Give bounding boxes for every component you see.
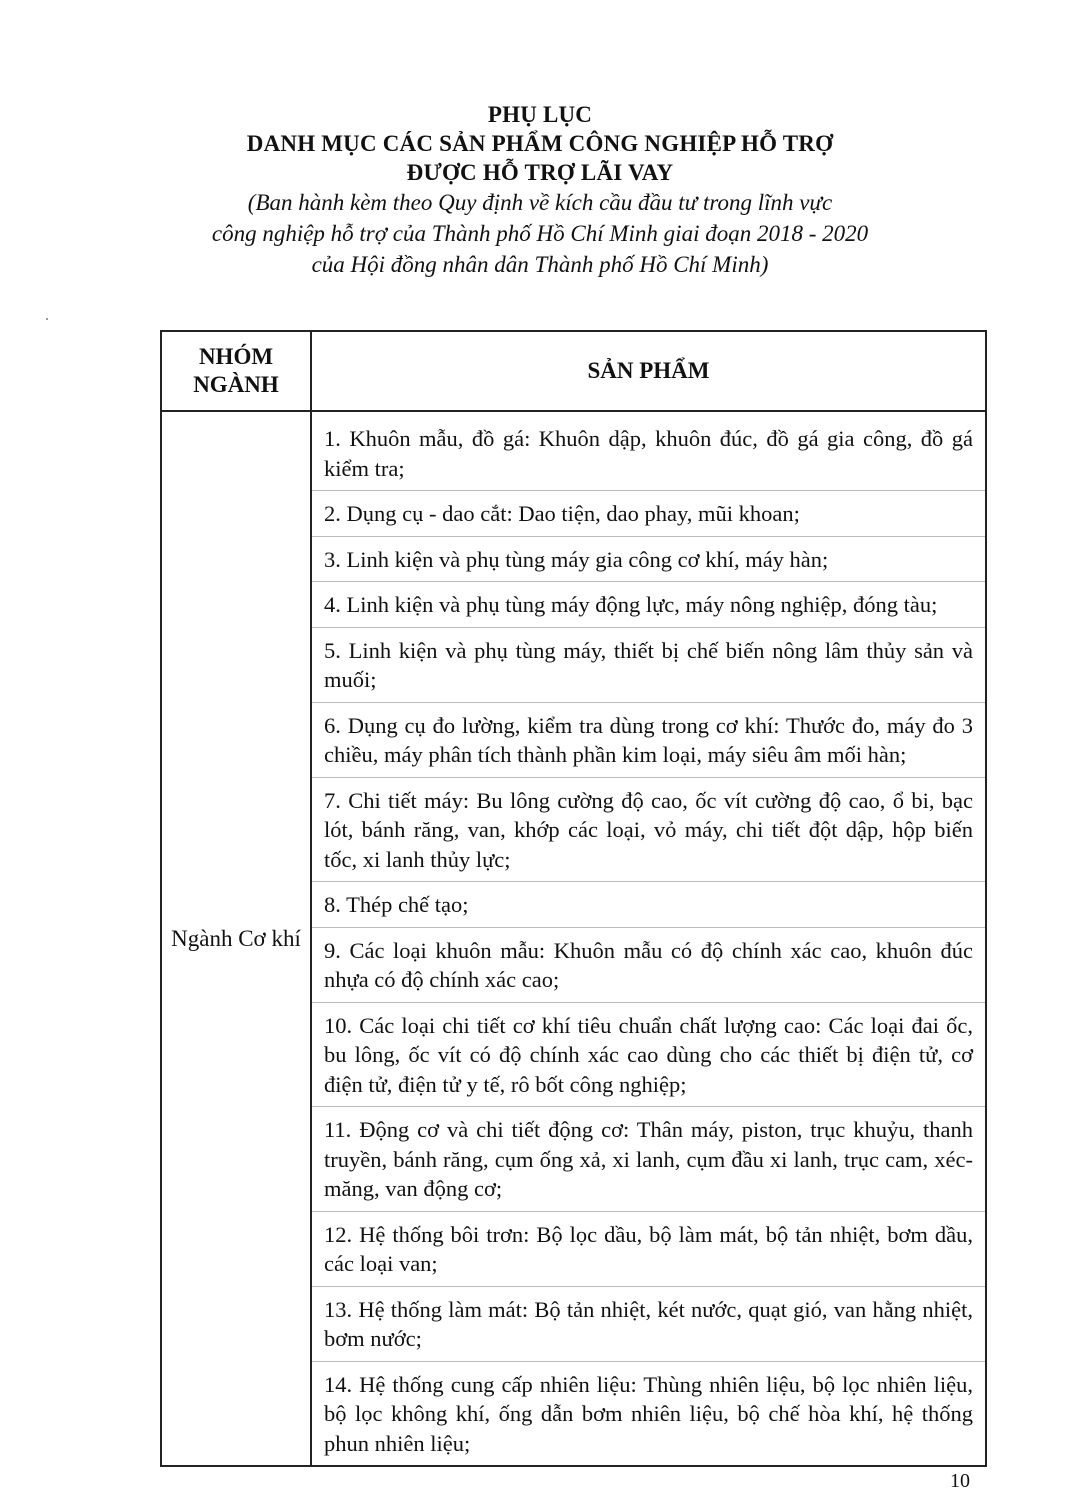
list-item: 2. Dụng cụ - dao cắt: Dao tiện, dao phay, mũi khoan;	[312, 490, 985, 536]
subtitle-line-3: của Hội đồng nhân dân Thành phố Hồ Chí Minh)	[311, 252, 769, 277]
appendix-title: PHỤ LỤC	[487, 102, 593, 127]
list-item: 4. Linh kiện và phụ tùng máy động lực, máy nông nghiệp, đóng tàu;	[312, 581, 985, 627]
list-title-line-2: ĐƯỢC HỖ TRỢ LÃI VAY	[406, 160, 674, 185]
table-header-row	[161, 331, 986, 411]
list-title: DANH MỤC CÁC SẢN PHẨM CÔNG NGHIỆP HỖ TRỢ	[246, 131, 834, 156]
list-item: 14. Hệ thống cung cấp nhiên liệu: Thùng nhiên liệu, bộ lọc nhiên liệu, bộ lọc không khí, ống dẫn bơm nhiên liệu, bộ chế hòa khí, hệ thống phun nhiên liệu;	[312, 1361, 985, 1466]
subtitle-line-2: công nghiệp hỗ trợ của Thành phố Hồ Chí Minh giai đoạn 2018 - 2020	[211, 221, 869, 246]
table-row	[161, 411, 986, 1466]
page-number: 10	[950, 1470, 970, 1492]
list-item: 10. Các loại chi tiết cơ khí tiêu chuẩn chất lượng cao: Các loại đai ốc, bu lông, ốc vít có độ chính xác cao dùng cho các thiết bị điện tử, cơ điện tử, điện tử y tế, rô bốt công nghiệp;	[312, 1002, 985, 1107]
list-item: 1. Khuôn mẫu, đồ gá: Khuôn dập, khuôn đúc, đồ gá gia công, đồ gá kiểm tra;	[324, 426, 973, 481]
document-header	[0, 100, 1080, 280]
group-name: Ngành Cơ khí	[171, 925, 301, 951]
list-item: 12. Hệ thống bôi trơn: Bộ lọc dầu, bộ làm mát, bộ tản nhiệt, bơm dầu, các loại van;	[312, 1211, 985, 1286]
subtitle-line-1: (Ban hành kèm theo Quy định về kích cầu đầu tư trong lĩnh vực	[247, 190, 833, 215]
column-header-group: NHÓM NGÀNH	[161, 331, 311, 411]
list-item: 6. Dụng cụ đo lường, kiểm tra dùng trong cơ khí: Thước đo, máy đo 3 chiều, máy phân tích thành phần kim loại, máy siêu âm mối hàn;	[312, 702, 985, 777]
list-item: 11. Động cơ và chi tiết động cơ: Thân máy, piston, trục khuỷu, thanh truyền, bánh răng, cụm ống xả, xi lanh, cụm đầu xi lanh, trục cam, xéc-măng, van động cơ;	[312, 1106, 985, 1211]
list-item: 3. Linh kiện và phụ tùng máy gia công cơ khí, máy hàn;	[312, 536, 985, 582]
list-item: 13. Hệ thống làm mát: Bộ tản nhiệt, két nước, quạt gió, van hằng nhiệt, bơm nước;	[312, 1286, 985, 1361]
list-item: 5. Linh kiện và phụ tùng máy, thiết bị chế biến nông lâm thủy sản và muối;	[312, 627, 985, 702]
list-item: 9. Các loại khuôn mẫu: Khuôn mẫu có độ chính xác cao, khuôn đúc nhựa có độ chính xác cao;	[312, 927, 985, 1002]
list-item: 7. Chi tiết máy: Bu lông cường độ cao, ốc vít cường độ cao, ổ bi, bạc lót, bánh răng, van, khớp các loại, vỏ máy, chi tiết đột dập, hộp biến tốc, xi lanh thủy lực;	[312, 777, 985, 882]
product-table	[160, 330, 987, 1467]
group-cell	[161, 411, 311, 1466]
product-list-cell	[311, 411, 986, 1466]
list-item: 8. Thép chế tạo;	[312, 881, 985, 927]
scan-speck	[46, 318, 48, 320]
column-header-product: SẢN PHẨM	[311, 331, 986, 411]
